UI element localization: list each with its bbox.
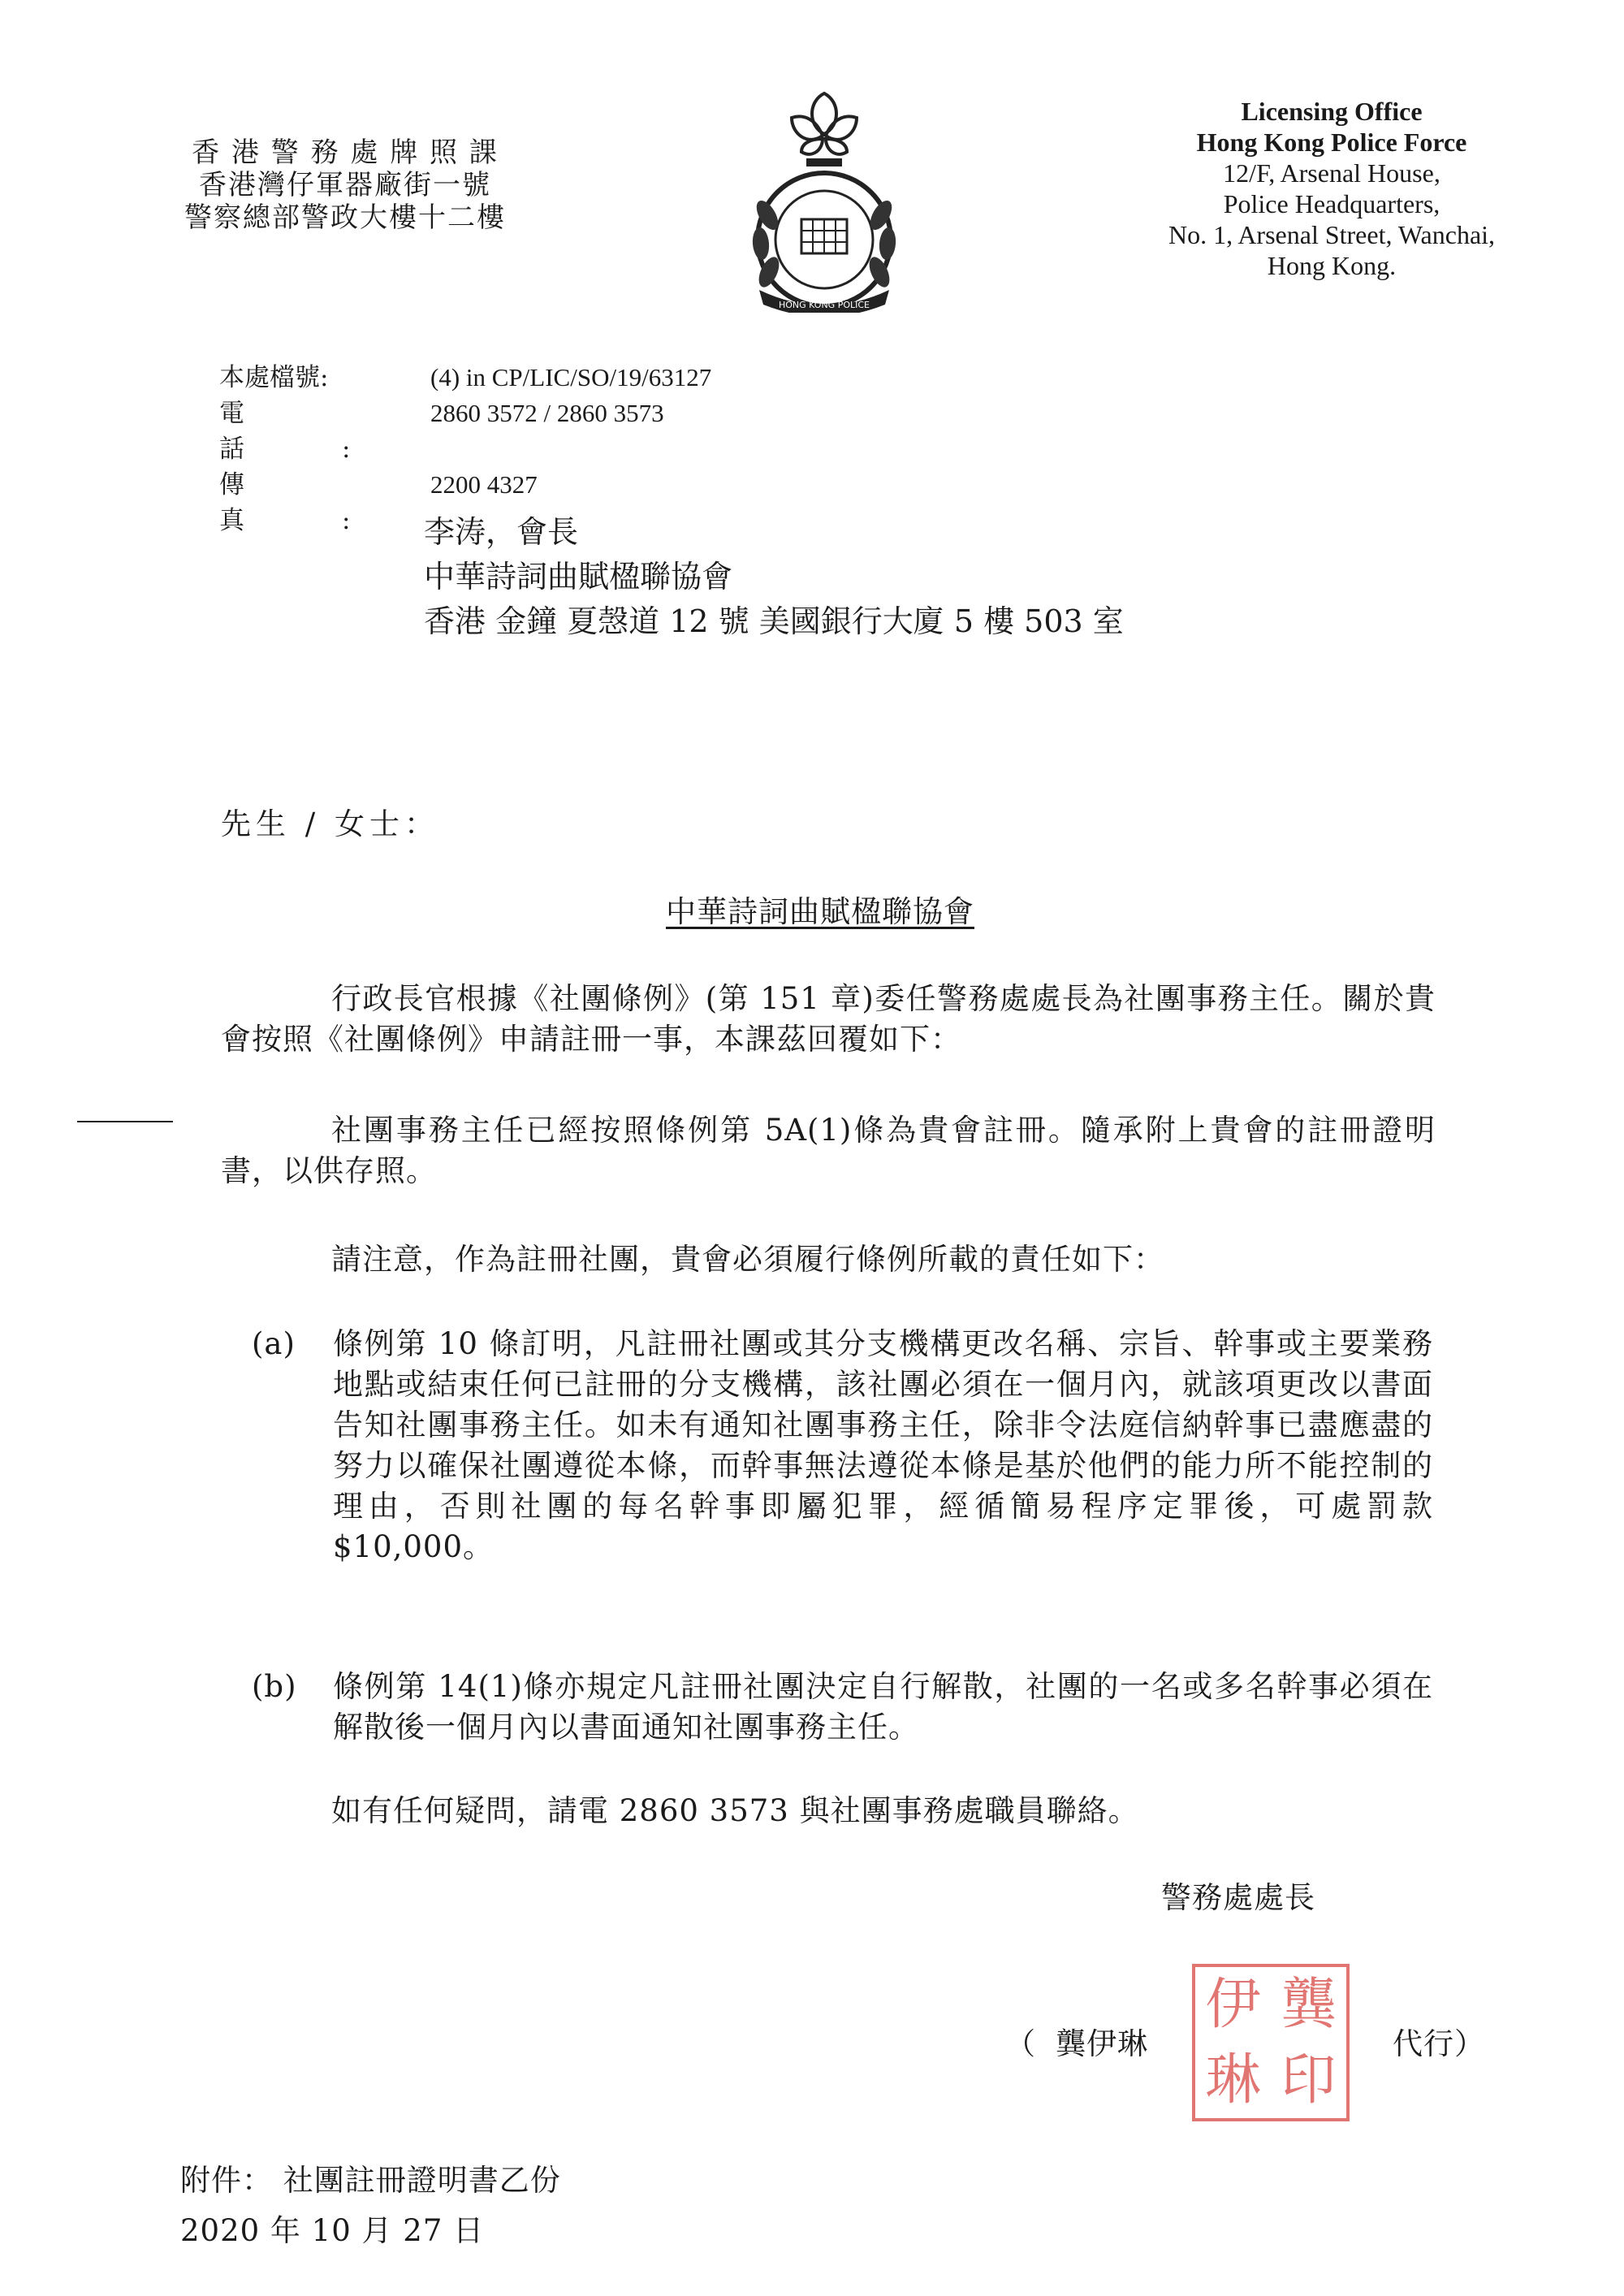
seal-char-1: 伊 [1205,1972,1261,2037]
item-a-label: (a) [252,1326,296,1361]
header-zh-line-1: 香 港 警 務 處 牌 照 課 [192,136,499,169]
header-zh-block [154,136,536,234]
paragraph-3: 請注意，作為註冊社團，貴會必須履行條例所載的責任如下： [331,1242,1164,1277]
item-b-label: (b) [252,1669,297,1704]
header-en-bold-2: Hong Kong Police Force [1196,128,1467,157]
recipient-name: 李涛，會長 [424,514,579,550]
meta-ref-label: 本處檔號: [219,363,329,392]
seal-char-4: 印 [1281,2047,1337,2112]
recipient-address: 香港 金鐘 夏愨道 12 號 美國銀行大廈 5 樓 503 室 [424,603,1124,639]
police-emblem-icon [727,77,922,313]
meta-tel-label: 電話: [219,399,448,464]
meta-tel-value: 2860 3572 / 2860 3573 [430,399,664,427]
letter-date: 2020 年 10 月 27 日 [180,2213,485,2248]
signature-for: 代行） [1393,2026,1485,2061]
header-en-bold-1: Licensing Office [1241,97,1423,126]
emblem-ribbon-text: HONG KONG POLICE [779,300,870,310]
salutation: 先生 / 女士： [221,806,439,841]
meta-ref-row [219,360,950,396]
enclosure-note: 附件： 社團註冊證明書乙份 [180,2163,561,2198]
subject: 中華詩詞曲賦楹聯協會 [666,894,974,929]
meta-ref-value: (4) in CP/LIC/SO/19/63127 [430,363,712,391]
meta-tel-row [219,396,950,467]
header-zh-line-2: 香港灣仔軍器廠街一號 [199,169,491,201]
header-en-line-3: No. 1, Arsenal Street, Wanchai, [1168,220,1496,249]
margin-mark [77,1121,173,1122]
header-en-line-4: Hong Kong. [1267,251,1397,280]
signature-open-paren: （ [1005,2026,1036,2061]
header-en-block [1137,96,1527,281]
seal-char-2: 龔 [1281,1972,1337,2037]
signature-title: 警務處處長 [1161,1880,1315,1915]
paragraph-4: 如有任何疑問，請電 2860 3573 與社團事務處職員聯絡。 [331,1793,1139,1828]
recipient-block [424,510,1479,644]
paragraph-2: 社團事務主任已經按照條例第 5A(1)條為貴會註冊。隨承附上貴會的註冊證明書，以供存照。 [221,1113,1436,1188]
recipient-org: 中華詩詞曲賦楹聯協會 [424,559,733,595]
seal-char-3: 琳 [1205,2047,1261,2112]
meta-fax-value: 2200 4327 [430,470,538,499]
meta-fax-label: 傳真: [219,470,448,535]
item-a-text: 條例第 10 條訂明，凡註冊社團或其分支機構更改名稱、宗旨、幹事或主要業務地點或結束任何已註冊的分支機構，該社團必須在一個月內，就該項更改以書面告知社團事務主任。如未有通知社團事務主任，除非令法庭信納幹事已盡應盡的努力以確保社團遵從本條，而幹事無法遵從本條是基於他們的能力所不能控制的理由，否則社團的每名幹事即屬犯罪，經循簡易程序定罪後，可處罰款$10,000。 [333,1326,1433,1564]
paragraph-1: 行政長官根據《社團條例》(第 151 章)委任警務處處長為社團事務主任。關於貴會按照《社團條例》申請註冊一事，本課茲回覆如下： [221,981,1436,1057]
header-zh-line-3: 警察總部警政大樓十二樓 [184,201,506,234]
official-seal-stamp [1192,1964,1350,2121]
header-en-line-2: Police Headquarters, [1223,189,1440,218]
signature-name: 龔伊琳 [1056,2026,1148,2061]
header-en-line-1: 12/F, Arsenal House, [1223,158,1440,188]
item-b-text: 條例第 14(1)條亦規定凡註冊社團決定自行解散，社團的一名或多名幹事必須在解散後一個月內以書面通知社團事務主任。 [333,1669,1433,1745]
